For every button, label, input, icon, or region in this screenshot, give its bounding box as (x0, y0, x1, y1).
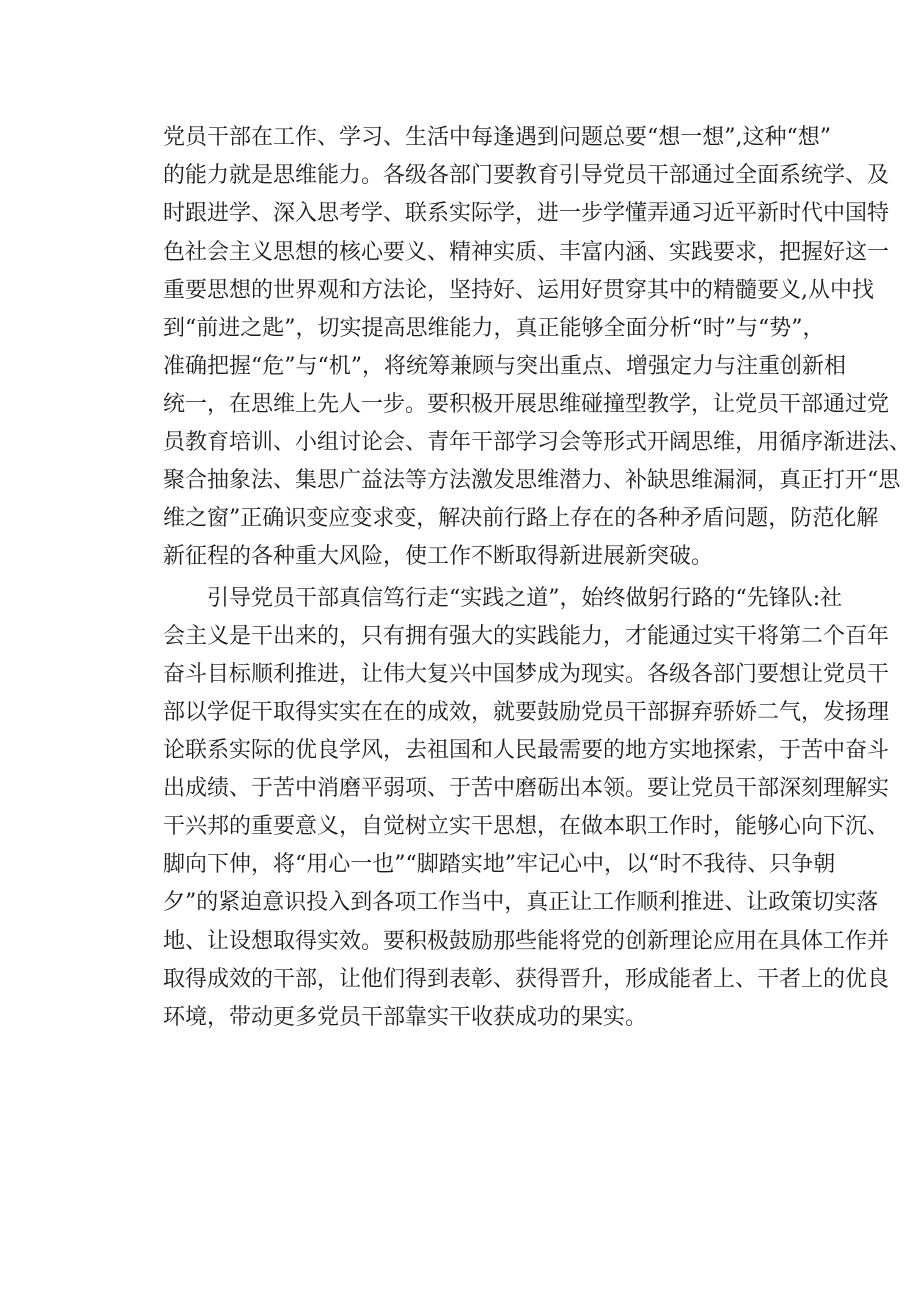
paragraph-1-line-8: 统一，在思维上先人一步。要积极开展思维碰撞型教学，让党员干部通过党 (163, 392, 890, 417)
paragraph-2-line-8: 脚向下伸，将“用心一也”“脚踏实地”牢记心中，以“时不我待、只争朝 (163, 852, 836, 877)
paragraph-1-line-5: 重要思想的世界观和方法论，坚持好、运用好贯穿其中的精髓要义,从中找 (163, 278, 874, 303)
paragraph-2-line-9: 夕”的紧迫意识投入到各项工作当中，真正让工作顺利推进、让政策切实落 (163, 890, 879, 915)
paragraph-2-line-11: 取得成效的干部，让他们得到表彰、获得晋升，形成能者上、干者上的优良 (163, 967, 890, 992)
paragraph-2-line-4: 部以学促干取得实实在在的成效，就要鼓励党员干部摒弃骄娇二气，发扬理 (163, 700, 890, 725)
paragraph-1-line-2: 的能力就是思维能力。各级各部门要教育引导党员干部通过全面系统学、及 (163, 163, 890, 188)
paragraph-1-line-6: 到“前进之匙”，切实提高思维能力，真正能够全面分析“时”与“势”， (163, 316, 825, 341)
paragraph-2-line-5: 论联系实际的优良学风，去祖国和人民最需要的地方实地探索，于苦中奋斗 (163, 738, 890, 763)
paragraph-2-line-12: 环境，带动更多党员干部靠实干收获成功的果实。 (163, 1005, 648, 1030)
paragraph-1-line-7: 准确把握“危”与“机”，将统筹兼顾与突出重点、增强定力与注重创新相 (163, 354, 846, 379)
paragraph-1-line-10: 聚合抽象法、集思广益法等方法激发思维潜力、补缺思维漏洞，真正打开“思 (163, 468, 901, 493)
paragraph-2-line-7: 干兴邦的重要意义，自觉树立实干思想，在做本职工作时，能够心向下沉、 (163, 814, 890, 839)
paragraph-2-line-6: 出成绩、于苦中消磨平弱项、于苦中磨砺出本领。要让党员干部深刻理解实 (163, 776, 890, 801)
paragraph-2-line-1: 引导党员干部真信笃行走“实践之道”，始终做躬行路的“先锋队:社 (207, 586, 843, 611)
paragraph-1-line-9: 员教育培训、小组讨论会、青年干部学习会等形式开阔思维，用循序渐进法、 (163, 430, 912, 455)
paragraph-2-line-10: 地、让设想取得实效。要积极鼓励那些能将党的创新理论应用在具体工作并 (163, 929, 890, 954)
paragraph-1-line-12: 新征程的各种重大风险，使工作不断取得新进展新突破。 (163, 544, 714, 569)
paragraph-1-line-11: 维之窗”正确识变应变求变，解决前行路上存在的各种矛盾问题，防范化解 (163, 506, 879, 531)
paragraph-1-line-3: 时跟进学、深入思考学、联系实际学，进一步学懂弄通习近平新时代中国特 (163, 201, 890, 226)
paragraph-2-line-3: 奋斗目标顺利推进，让伟大复兴中国梦成为现实。各级各部门要想让党员干 (163, 662, 890, 687)
paragraph-1-line-4: 色社会主义思想的核心要义、精神实质、丰富内涵、实践要求，把握好这一 (163, 240, 890, 265)
paragraph-2-line-2: 会主义是干出来的，只有拥有强大的实践能力，才能通过实干将第二个百年 (163, 624, 890, 649)
paragraph-1-line-1: 党员干部在工作、学习、生活中每逢遇到问题总要“想一想”,这种“想” (163, 125, 831, 150)
